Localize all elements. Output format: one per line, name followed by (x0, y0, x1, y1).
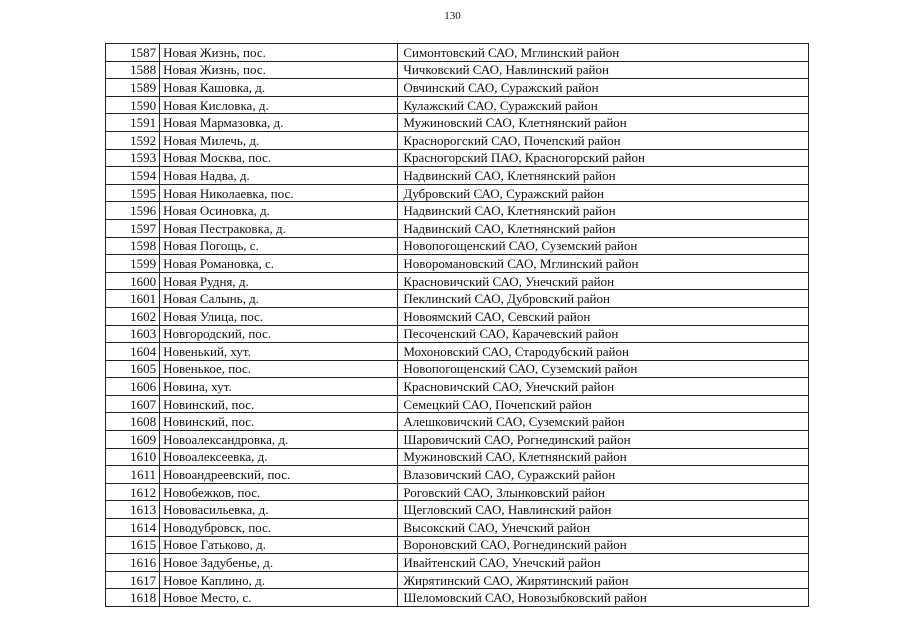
row-number-cell: 1593 (106, 149, 160, 167)
settlement-name-cell: Новая Погощь, с. (160, 237, 398, 255)
settlement-name-cell: Новая Кашовка, д. (160, 79, 398, 97)
table-row (106, 501, 809, 519)
settlement-name-cell: Новая Милечь, д. (160, 131, 398, 149)
settlement-name-cell: Новое Каплино, д. (160, 571, 398, 589)
settlement-name-cell: Новая Осиновка, д. (160, 202, 398, 220)
administration-cell: Новоромановский САО, Мглинский район (398, 255, 809, 273)
table-row (106, 554, 809, 572)
row-number-cell: 1616 (106, 554, 160, 572)
table-row (106, 466, 809, 484)
table-row (106, 149, 809, 167)
settlement-name-cell: Новая Николаевка, пос. (160, 184, 398, 202)
row-number-cell: 1608 (106, 413, 160, 431)
table-row (106, 448, 809, 466)
table-row (106, 131, 809, 149)
table-row (106, 184, 809, 202)
row-number-cell: 1610 (106, 448, 160, 466)
table-row (106, 589, 809, 607)
settlement-name-cell: Новая Улица, пос. (160, 307, 398, 325)
page-number: 130 (444, 10, 461, 22)
settlement-name-cell: Новоалександровка, д. (160, 431, 398, 449)
administration-cell: Новоямский САО, Севский район (398, 307, 809, 325)
administration-cell: Красновичский САО, Унечский район (398, 378, 809, 396)
administration-cell: Кулажский САО, Суражский район (398, 96, 809, 114)
settlement-name-cell: Новая Жизнь, пос. (160, 61, 398, 79)
row-number-cell: 1607 (106, 395, 160, 413)
table-row (106, 343, 809, 361)
table-row (106, 167, 809, 185)
settlement-name-cell: Новинский, пос. (160, 413, 398, 431)
administration-cell: Симонтовский САО, Мглинский район (398, 44, 809, 62)
settlements-table-body (106, 44, 809, 607)
table-row (106, 431, 809, 449)
settlement-name-cell: Новенькое, пос. (160, 360, 398, 378)
administration-cell: Красногорский ПАО, Красногорский район (398, 149, 809, 167)
settlement-name-cell: Новоалексеевка, д. (160, 448, 398, 466)
row-number-cell: 1588 (106, 61, 160, 79)
table-row (106, 395, 809, 413)
row-number-cell: 1603 (106, 325, 160, 343)
table-row (106, 413, 809, 431)
row-number-cell: 1612 (106, 483, 160, 501)
administration-cell: Шеломовский САО, Новозыбковский район (398, 589, 809, 607)
settlement-name-cell: Новая Рудня, д. (160, 272, 398, 290)
administration-cell: Высокский САО, Унечский район (398, 519, 809, 537)
settlement-name-cell: Новое Место, с. (160, 589, 398, 607)
administration-cell: Дубровский САО, Суражский район (398, 184, 809, 202)
administration-cell: Жирятинский САО, Жирятинский район (398, 571, 809, 589)
table-row (106, 96, 809, 114)
row-number-cell: 1602 (106, 307, 160, 325)
table-row (106, 307, 809, 325)
settlement-name-cell: Нововасильевка, д. (160, 501, 398, 519)
row-number-cell: 1615 (106, 536, 160, 554)
administration-cell: Ивайтенский САО, Унечский район (398, 554, 809, 572)
row-number-cell: 1611 (106, 466, 160, 484)
row-number-cell: 1595 (106, 184, 160, 202)
row-number-cell: 1589 (106, 79, 160, 97)
settlement-name-cell: Новое Гатьково, д. (160, 536, 398, 554)
row-number-cell: 1599 (106, 255, 160, 273)
administration-cell: Пеклинский САО, Дубровский район (398, 290, 809, 308)
administration-cell: Овчинский САО, Суражский район (398, 79, 809, 97)
administration-cell: Красновичский САО, Унечский район (398, 272, 809, 290)
administration-cell: Роговский САО, Злынковский район (398, 483, 809, 501)
settlement-name-cell: Новодубровск, пос. (160, 519, 398, 537)
settlement-name-cell: Новобежков, пос. (160, 483, 398, 501)
table-row (106, 536, 809, 554)
table-row (106, 114, 809, 132)
row-number-cell: 1592 (106, 131, 160, 149)
administration-cell: Алешковичский САО, Суземский район (398, 413, 809, 431)
administration-cell: Новопогощенский САО, Суземский район (398, 237, 809, 255)
administration-cell: Надвинский САО, Клетнянский район (398, 167, 809, 185)
settlement-name-cell: Новина, хут. (160, 378, 398, 396)
row-number-cell: 1614 (106, 519, 160, 537)
table-row (106, 519, 809, 537)
administration-cell: Влазовичский САО, Суражский район (398, 466, 809, 484)
table-row (106, 378, 809, 396)
table-row (106, 255, 809, 273)
table-row (106, 483, 809, 501)
row-number-cell: 1597 (106, 219, 160, 237)
row-number-cell: 1604 (106, 343, 160, 361)
table-row (106, 61, 809, 79)
row-number-cell: 1590 (106, 96, 160, 114)
row-number-cell: 1598 (106, 237, 160, 255)
table-row (106, 325, 809, 343)
administration-cell: Чичковский САО, Навлинский район (398, 61, 809, 79)
table-row (106, 272, 809, 290)
row-number-cell: 1606 (106, 378, 160, 396)
row-number-cell: 1601 (106, 290, 160, 308)
table-row (106, 360, 809, 378)
administration-cell: Новопогощенский САО, Суземский район (398, 360, 809, 378)
settlements-table (105, 43, 809, 607)
administration-cell: Шаровичский САО, Рогнединский район (398, 431, 809, 449)
administration-cell: Надвинский САО, Клетнянский район (398, 202, 809, 220)
administration-cell: Семецкий САО, Почепский район (398, 395, 809, 413)
settlement-name-cell: Новая Салынь, д. (160, 290, 398, 308)
settlement-name-cell: Новгородский, пос. (160, 325, 398, 343)
row-number-cell: 1591 (106, 114, 160, 132)
row-number-cell: 1605 (106, 360, 160, 378)
settlement-name-cell: Новое Задубенье, д. (160, 554, 398, 572)
administration-cell: Мохоновский САО, Стародубский район (398, 343, 809, 361)
row-number-cell: 1600 (106, 272, 160, 290)
row-number-cell: 1594 (106, 167, 160, 185)
settlement-name-cell: Новая Романовка, с. (160, 255, 398, 273)
row-number-cell: 1609 (106, 431, 160, 449)
settlement-name-cell: Новая Жизнь, пос. (160, 44, 398, 62)
row-number-cell: 1596 (106, 202, 160, 220)
administration-cell: Мужиновский САО, Клетнянский район (398, 448, 809, 466)
table-row (106, 219, 809, 237)
settlement-name-cell: Новая Надва, д. (160, 167, 398, 185)
settlement-name-cell: Новая Мармазовка, д. (160, 114, 398, 132)
settlement-name-cell: Новинский, пос. (160, 395, 398, 413)
row-number-cell: 1587 (106, 44, 160, 62)
table-row (106, 202, 809, 220)
settlement-name-cell: Новая Кисловка, д. (160, 96, 398, 114)
administration-cell: Вороновский САО, Рогнединский район (398, 536, 809, 554)
table-row (106, 44, 809, 62)
settlement-name-cell: Новенький, хут. (160, 343, 398, 361)
table-row (106, 571, 809, 589)
row-number-cell: 1618 (106, 589, 160, 607)
row-number-cell: 1617 (106, 571, 160, 589)
administration-cell: Мужиновский САО, Клетнянский район (398, 114, 809, 132)
settlement-name-cell: Новая Москва, пос. (160, 149, 398, 167)
administration-cell: Надвинский САО, Клетнянский район (398, 219, 809, 237)
row-number-cell: 1613 (106, 501, 160, 519)
administration-cell: Песоченский САО, Карачевский район (398, 325, 809, 343)
table-row (106, 290, 809, 308)
administration-cell: Щегловский САО, Навлинский район (398, 501, 809, 519)
settlement-name-cell: Новая Пестраковка, д. (160, 219, 398, 237)
administration-cell: Краснорогский САО, Почепский район (398, 131, 809, 149)
settlement-name-cell: Новоандреевский, пос. (160, 466, 398, 484)
table-row (106, 237, 809, 255)
table-row (106, 79, 809, 97)
